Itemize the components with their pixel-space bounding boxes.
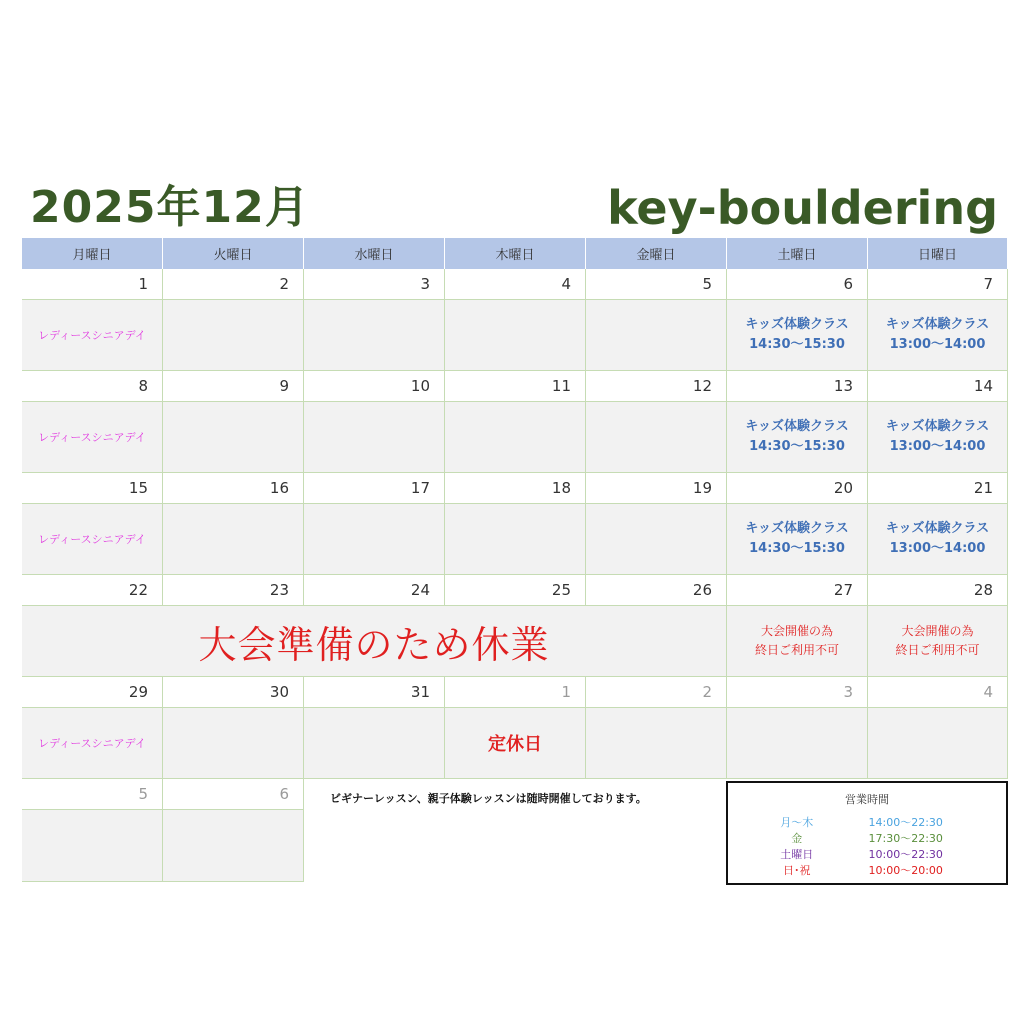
day-number: 29 xyxy=(22,677,163,708)
hours-row xyxy=(728,831,1006,847)
day-number: 3 xyxy=(304,269,445,300)
day-number: 2 xyxy=(586,677,727,708)
lesson-note: ビギナーレッスン、親子体験レッスンは随時開催しております。 xyxy=(330,792,647,805)
weekday-header: 土曜日 xyxy=(727,238,868,269)
kids-class-time: 13:00～14:00 xyxy=(889,439,986,454)
event-day-cell xyxy=(868,606,1008,677)
kids-class-label: キッズ体験クラス xyxy=(745,419,849,434)
business-hours-title: 営業時間 xyxy=(845,793,889,806)
kids-class-label: キッズ体験クラス xyxy=(885,521,990,536)
day-cell xyxy=(445,504,586,575)
hours-day: 土曜日 xyxy=(780,848,814,861)
day-number: 26 xyxy=(586,575,727,606)
hours-row xyxy=(728,815,1006,831)
business-hours-box xyxy=(726,781,1008,885)
day-cell xyxy=(727,402,868,473)
day-cell xyxy=(163,504,304,575)
closed-notice: 大会準備のため休業 xyxy=(198,622,550,667)
day-number: 10 xyxy=(304,371,445,402)
ladies-senior-day: レディースシニアデイ xyxy=(38,431,146,444)
kids-class-time: 13:00～14:00 xyxy=(889,541,986,556)
day-number: 4 xyxy=(868,677,1008,708)
day-number: 19 xyxy=(586,473,727,504)
brand-name: key-bouldering xyxy=(607,181,998,235)
hours-row xyxy=(728,847,1006,863)
day-cell xyxy=(727,504,868,575)
event-notice-line1: 大会開催の為 xyxy=(760,624,833,638)
day-number: 17 xyxy=(304,473,445,504)
day-cell xyxy=(586,708,727,779)
hours-day: 金 xyxy=(791,832,803,845)
day-cell xyxy=(304,504,445,575)
day-cell xyxy=(163,708,304,779)
day-number: 7 xyxy=(868,269,1008,300)
day-number: 12 xyxy=(586,371,727,402)
day-number: 9 xyxy=(163,371,304,402)
day-number: 27 xyxy=(727,575,868,606)
day-number: 4 xyxy=(445,269,586,300)
day-cell xyxy=(22,402,163,473)
weekday-header: 金曜日 xyxy=(586,238,727,269)
day-cell xyxy=(868,300,1008,371)
day-cell xyxy=(868,708,1008,779)
day-number: 6 xyxy=(163,779,304,810)
weekday-header: 木曜日 xyxy=(445,238,586,269)
day-number: 8 xyxy=(22,371,163,402)
day-number: 21 xyxy=(868,473,1008,504)
day-cell xyxy=(586,504,727,575)
hours-day: 月～木 xyxy=(780,816,814,829)
day-number: 2 xyxy=(163,269,304,300)
day-number: 24 xyxy=(304,575,445,606)
ladies-senior-day: レディースシニアデイ xyxy=(38,329,146,342)
kids-class-label: キッズ体験クラス xyxy=(885,419,990,434)
hours-day: 日･祝 xyxy=(783,864,811,877)
kids-class-time: 13:00～14:00 xyxy=(889,337,986,352)
day-cell xyxy=(163,810,304,882)
hours-time: 14:00～22:30 xyxy=(868,816,943,829)
day-number: 16 xyxy=(163,473,304,504)
hours-time: 10:00～20:00 xyxy=(868,864,943,877)
day-cell xyxy=(445,300,586,371)
day-number: 1 xyxy=(22,269,163,300)
day-number: 14 xyxy=(868,371,1008,402)
hours-time: 10:00～22:30 xyxy=(868,848,943,861)
day-cell xyxy=(586,402,727,473)
day-cell xyxy=(727,300,868,371)
ladies-senior-day: レディースシニアデイ xyxy=(38,533,146,546)
day-number: 1 xyxy=(445,677,586,708)
day-number: 31 xyxy=(304,677,445,708)
closed-notice-cell xyxy=(22,606,727,677)
ladies-senior-day: レディースシニアデイ xyxy=(38,737,146,750)
hours-time: 17:30～22:30 xyxy=(868,832,943,845)
regular-holiday: 定休日 xyxy=(488,734,542,755)
day-cell xyxy=(304,402,445,473)
day-cell xyxy=(163,300,304,371)
weekday-header: 日曜日 xyxy=(868,238,1008,269)
day-cell xyxy=(445,402,586,473)
day-number: 5 xyxy=(586,269,727,300)
day-cell xyxy=(22,810,163,882)
event-notice-line2: 終日ご利用不可 xyxy=(895,643,980,657)
event-notice-line2: 終日ご利用不可 xyxy=(754,643,839,657)
day-cell xyxy=(445,708,586,779)
day-number: 30 xyxy=(163,677,304,708)
day-cell xyxy=(304,300,445,371)
day-number: 25 xyxy=(445,575,586,606)
day-cell xyxy=(586,300,727,371)
day-cell xyxy=(163,402,304,473)
day-cell xyxy=(868,402,1008,473)
event-notice-line1: 大会開催の為 xyxy=(901,624,974,638)
day-cell xyxy=(22,300,163,371)
event-day-cell xyxy=(727,606,868,677)
day-number: 6 xyxy=(727,269,868,300)
kids-class-label: キッズ体験クラス xyxy=(745,317,849,332)
kids-class-label: キッズ体験クラス xyxy=(885,317,990,332)
day-number: 23 xyxy=(163,575,304,606)
day-number: 13 xyxy=(727,371,868,402)
day-number: 28 xyxy=(868,575,1008,606)
kids-class-time: 14:30～15:30 xyxy=(749,337,845,352)
day-number: 5 xyxy=(22,779,163,810)
day-cell xyxy=(304,708,445,779)
day-cell xyxy=(22,708,163,779)
day-number: 20 xyxy=(727,473,868,504)
kids-class-label: キッズ体験クラス xyxy=(745,521,849,536)
day-cell xyxy=(727,708,868,779)
weekday-header: 月曜日 xyxy=(22,238,163,269)
weekday-header: 火曜日 xyxy=(163,238,304,269)
day-number: 11 xyxy=(445,371,586,402)
day-cell xyxy=(868,504,1008,575)
calendar-month-title: 2025年12月 xyxy=(30,182,310,233)
kids-class-time: 14:30～15:30 xyxy=(749,439,845,454)
day-number: 15 xyxy=(22,473,163,504)
day-number: 18 xyxy=(445,473,586,504)
kids-class-time: 14:30～15:30 xyxy=(749,541,845,556)
day-cell xyxy=(22,504,163,575)
hours-row xyxy=(728,863,1006,879)
weekday-header: 水曜日 xyxy=(304,238,445,269)
day-number: 22 xyxy=(22,575,163,606)
day-number: 3 xyxy=(727,677,868,708)
